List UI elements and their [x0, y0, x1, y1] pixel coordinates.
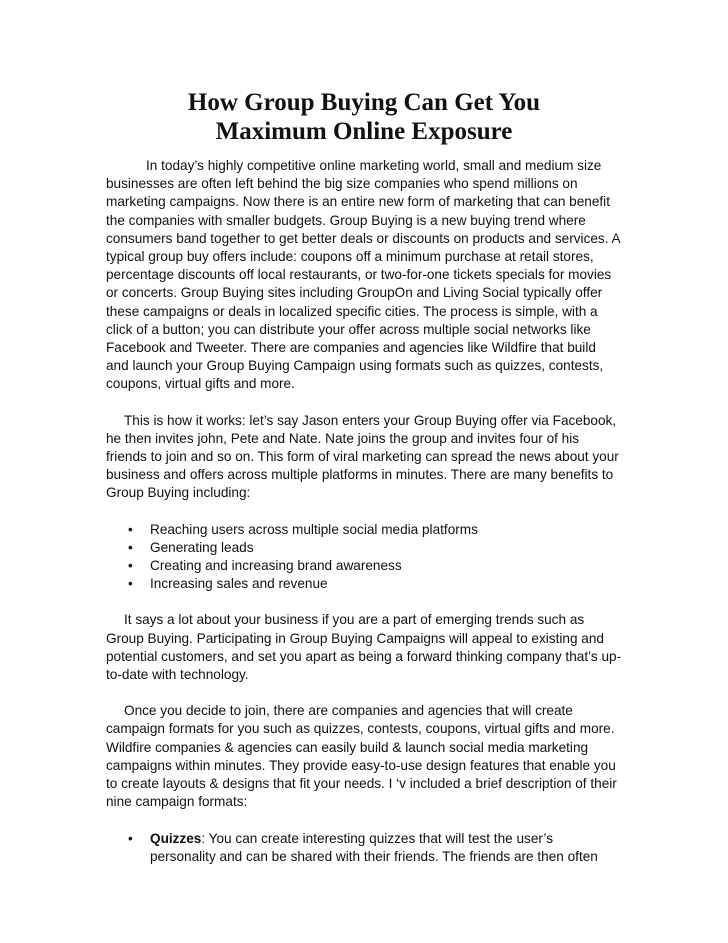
format-description-quizzes: : You can create interesting quizzes that will test the user’s personality and can be shared with their friends. The friends are then often: [150, 830, 598, 864]
campaign-formats-list: [106, 830, 622, 866]
list-item: [128, 830, 622, 866]
list-item-text: Increasing sales and revenue: [150, 576, 328, 592]
benefits-list: [106, 521, 622, 594]
format-term-quizzes: Quizzes: [150, 830, 202, 846]
bullet-icon: •: [128, 539, 133, 555]
bullet-icon: •: [128, 558, 133, 574]
document-body: [106, 157, 622, 866]
title-line-2: Maximum Online Exposure: [215, 118, 513, 145]
document-title: [106, 88, 622, 146]
list-item: [128, 521, 622, 539]
list-item-text: Generating leads: [150, 539, 254, 555]
title-line-1: How Group Buying Can Get You: [187, 89, 541, 116]
paragraph-trends: It says a lot about your business if you are a part of emerging trends such as Group Buying. Participating in Group Buying Campaigns will appeal to existing and potential customers, and set you apart as being a forward thinking company that’s up-to-date with technology.: [106, 612, 622, 683]
bullet-icon: •: [128, 576, 133, 592]
list-item: [128, 575, 622, 593]
paragraph-intro: In today’s highly competitive online marketing world, small and medium size businesses are often left behind the big size companies who spend millions on marketing campaigns. Now there is an entire new form of marketing that can benefit the companies with smaller budgets. Group Buying is a new buying trend where consumers band together to get better deals or discounts on products and services. A typical group buy offers include: coupons off a minimum purchase at retail stores, percentage discounts off local restaurants, or two-for-one tickets specials for movies or concerts. Group Buying sites including GroupOn and Living Social typically offer these campaigns or deals in localized specific cities. The process is simple, with a click of a button; you can distribute your offer across multiple social networks like Facebook and Tweeter. There are companies and agencies like Wildfire that build and launch your Group Buying Campaign using formats such as quizzes, contests, coupons, virtual gifts and more.: [106, 158, 620, 392]
bullet-icon: •: [128, 830, 133, 846]
paragraph-campaign-formats: Once you decide to join, there are companies and agencies that will create campaign formats for you such as quizzes, contests, coupons, virtual gifts and more. Wildfire companies & agencies can easily build & launch social media marketing campaigns within minutes. They provide easy-to-use design features that enable you to create layouts & designs that fit your needs. I ‘v included a brief description of their nine campaign formats:: [106, 703, 617, 810]
bullet-icon: •: [128, 521, 133, 537]
list-item: [128, 539, 622, 557]
list-item-text: Creating and increasing brand awareness: [150, 558, 402, 574]
list-item: [128, 557, 622, 575]
list-item-text: Reaching users across multiple social media platforms: [150, 521, 478, 537]
paragraph-how-it-works: This is how it works: let’s say Jason enters your Group Buying offer via Facebook, he then invites john, Pete and Nate. Nate joins the group and invites four of his friends to join and so on. This form of viral marketing can spread the news about your business and offers across multiple platforms in minutes. There are many benefits to Group Buying including:: [106, 412, 619, 501]
